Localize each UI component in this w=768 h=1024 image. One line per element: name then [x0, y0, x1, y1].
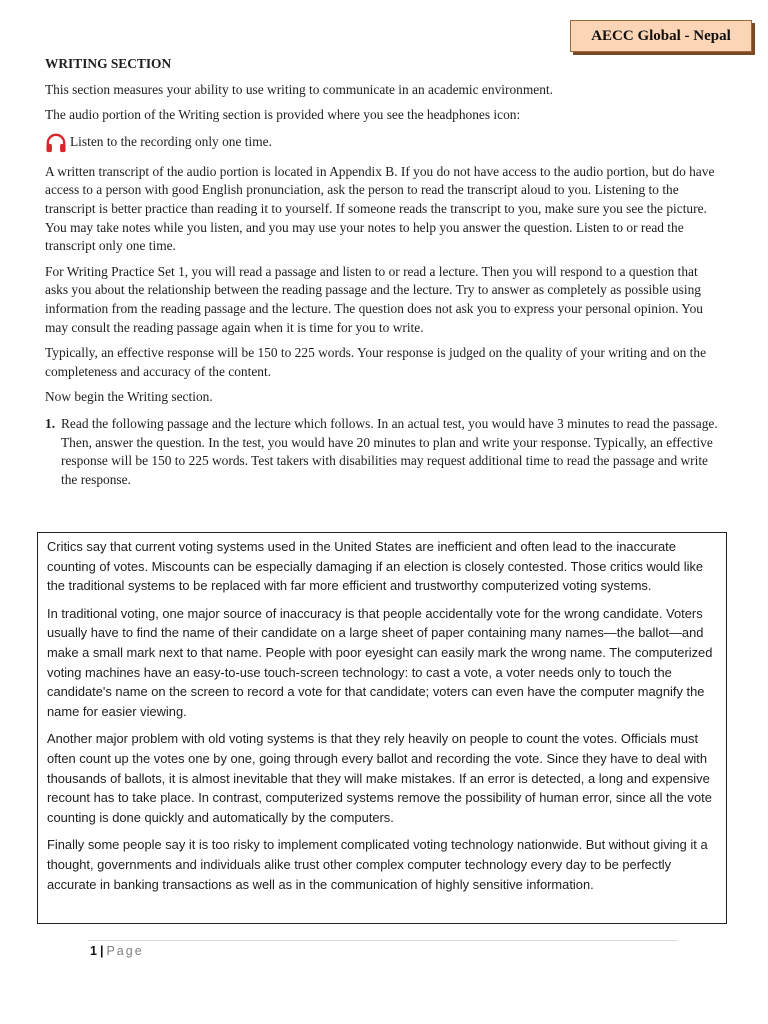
- page-number: 1: [90, 944, 97, 958]
- item-text: Read the following passage and the lecture which follows. In an actual test, you would have 3 minutes to read the passage. Then, answer the question. In the test, you would have 20 minutes to plan and write your response. Typically, an effective response will be 150 to 225 words. Test takers with disabilities may request additional time to read the passage and write the response.: [61, 415, 718, 487]
- begin-note: Now begin the Writing section.: [45, 389, 213, 405]
- page-footer: [90, 944, 144, 958]
- audio-note: The audio portion of the Writing section is provided where you see the headphones icon:: [45, 107, 521, 123]
- item-number: 1.: [45, 415, 56, 431]
- listen-instruction-line: [45, 133, 721, 153]
- practice-set-note: For Writing Practice Set 1, you will read a passage and listen to or read a lecture. Then you will respond to a question that asks you about the relationship between the reading passage and the lecture. Try to answer as completely as possible using information from the reading passage and the lecture. The question does not ask you to express your personal opinion. You may consult the reading passage again when it is time for you to write.: [45, 263, 703, 335]
- response-length-note: Typically, an effective response will be 150 to 225 words. Your response is judged on the quality of your writing and on the completeness and accuracy of the content.: [45, 345, 707, 379]
- reading-passage-box: [37, 532, 727, 924]
- headphones-icon: [45, 133, 67, 153]
- passage-paragraph: In traditional voting, one major source of inaccuracy is that people accidentally vote for the wrong candidate. Voters usually have to find the name of their candidate on a large sheet of paper containing many names—the ballot—and make a small mark next to that name. People with poor eyesight can easily mark the wrong name. The computerized voting machines have an easy-to-use touch-screen technology: to cast a vote, a voter needs only to touch the candidate's name on the screen to record a vote for that candidate; voters can even have the computer magnify the name for easier viewing.: [47, 605, 713, 719]
- section-title: WRITING SECTION: [45, 56, 172, 71]
- passage-paragraph: Critics say that current voting systems used in the United States are inefficient and often lead to the inaccurate counting of votes. Miscounts can be especially damaging if an election is closely contested. Those critics would like the traditional systems to be replaced with far more efficient and trustworthy computerized voting systems.: [47, 539, 704, 594]
- passage-paragraph: Another major problem with old voting systems is that they rely heavily on people to count the votes. Officials must often count up the votes one by one, going through every ballot and recording the vote. Since they have to deal with thousands of ballots, it is almost inevitable that they will make mistakes. If an error is detected, a long and expensive recount has to take place. In contrast, computerized systems remove the possibility of human error, since all the vote counting is done quickly and automatically by the computers.: [47, 731, 712, 825]
- transcript-note: A written transcript of the audio portion is located in Appendix B. If you do not have access to the audio portion, but do have access to a person with good English pronunciation, ask the person to read the transcript aloud to you. Listening to the transcript is better practice than reading it to yourself. If someone reads the transcript to you, make sure you see the picture. You may take notes while you listen, and you may use your notes to help you answer the question. Listen to or read the transcript only one time.: [45, 163, 715, 254]
- listen-instruction: Listen to the recording only one time.: [70, 134, 272, 150]
- numbered-item: [45, 415, 721, 489]
- footer-separator: |: [99, 944, 104, 958]
- passage-paragraph: Finally some people say it is too risky to implement complicated voting technology nationwide. But without giving it a thought, governments and individuals alike trust other complex computer technology every day to be perfectly accurate in banking transactions as well as in the communication of highly sensitive information.: [47, 837, 708, 892]
- section-intro: This section measures your ability to use writing to communicate in an academic environment.: [45, 81, 553, 97]
- footer-divider: [88, 940, 678, 941]
- writing-section: [45, 55, 721, 496]
- org-badge: AECC Global - Nepal: [570, 20, 752, 52]
- page-label: Page: [106, 944, 144, 958]
